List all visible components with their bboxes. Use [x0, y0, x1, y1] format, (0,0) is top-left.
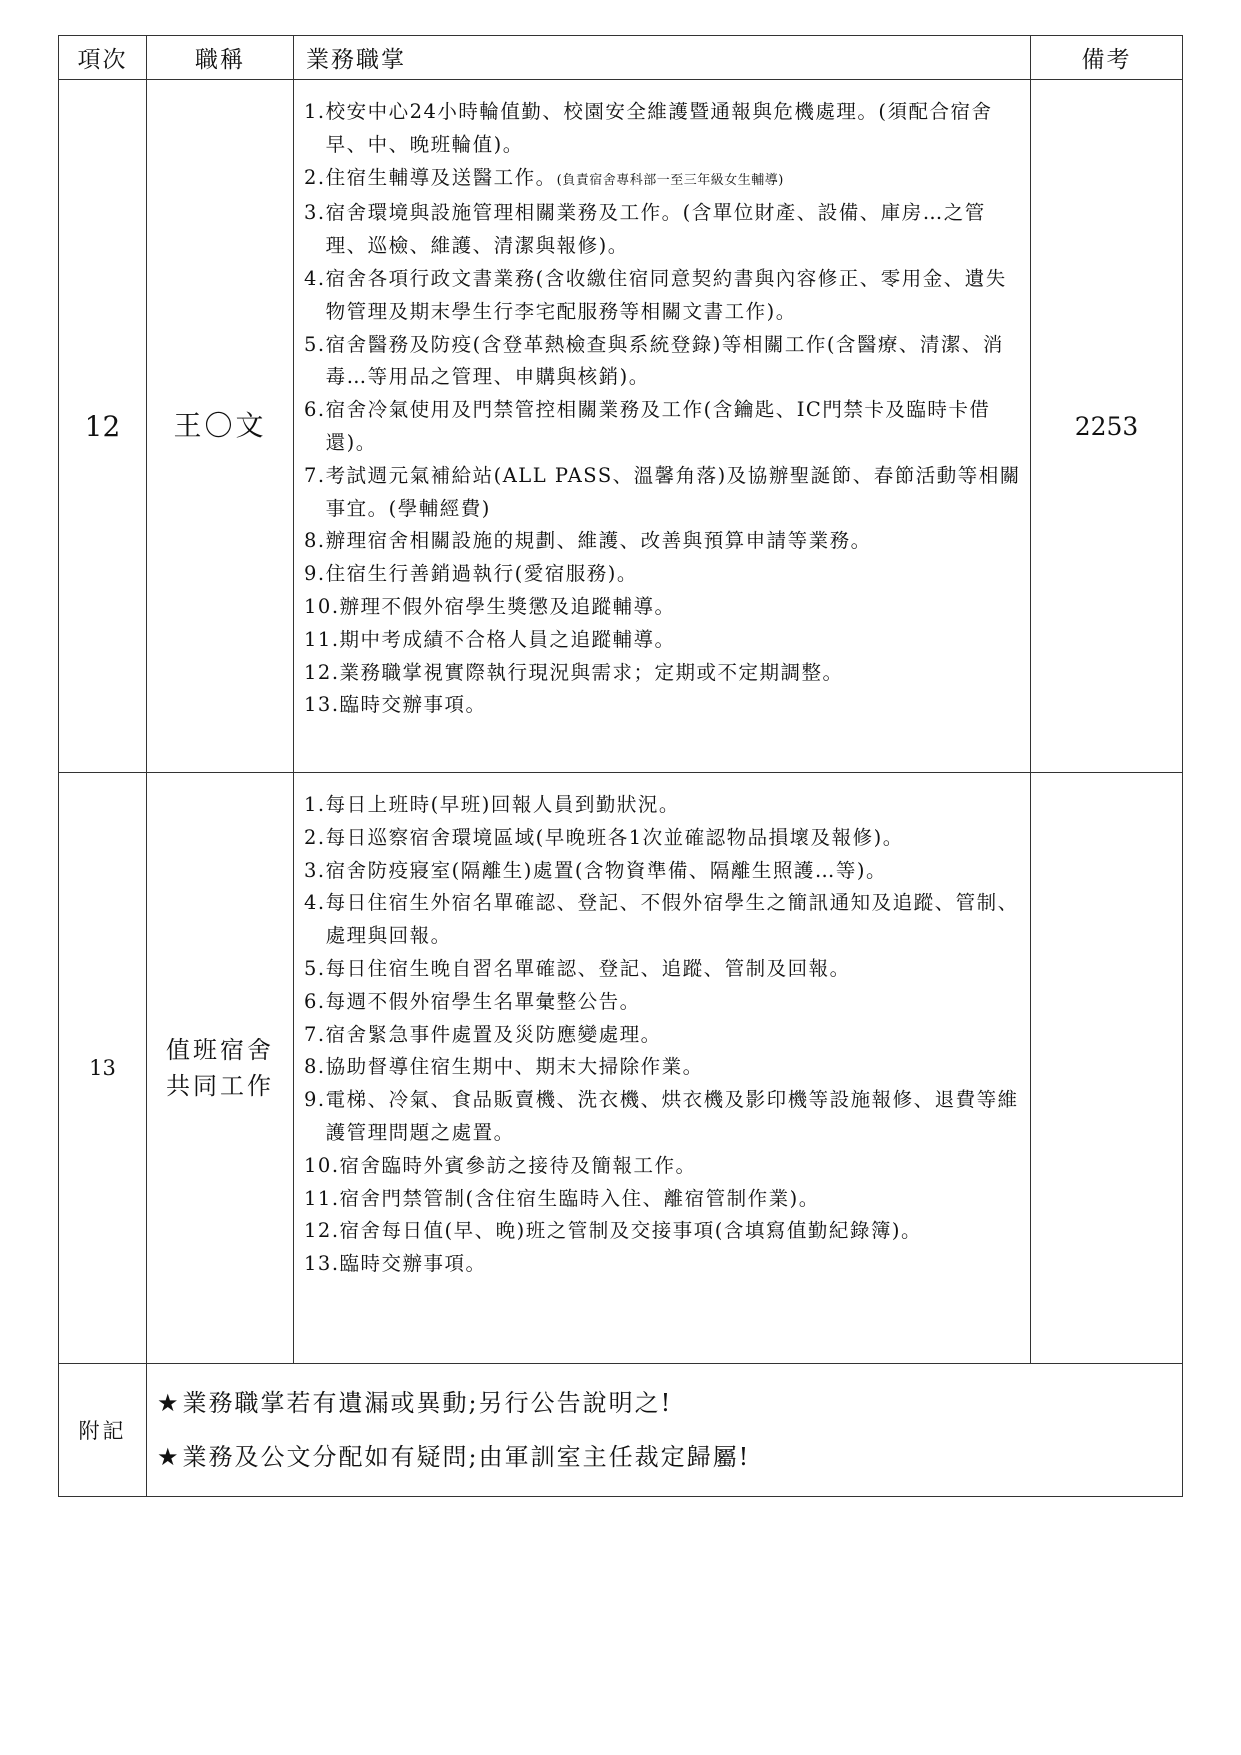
duty-text-main: 宿舍每日值(早、晚)班之管制及交接事項(含填寫值勤紀錄簿)。 — [339, 1219, 922, 1243]
duty-number: 4. — [304, 891, 326, 915]
duty-number: 4. — [304, 266, 326, 290]
duty-text-main: 宿舍環境與設施管理相關業務及工作。(含單位財產、設備、庫房…之管理、巡檢、維護、清潔與報修)。 — [325, 201, 986, 258]
duty-text — [326, 855, 1022, 888]
duty-item — [304, 162, 1022, 198]
duty-item — [304, 822, 1022, 855]
duty-item — [304, 329, 1022, 395]
remark-cell — [1031, 773, 1183, 1364]
duty-number: 1. — [304, 100, 326, 123]
duty-text — [326, 1051, 1022, 1084]
duty-item — [304, 855, 1022, 888]
duty-number: 9. — [304, 1088, 326, 1112]
duty-item — [304, 558, 1022, 591]
duty-text-main: 每日巡察宿舍環境區域(早晚班各1次並確認物品損壞及報修)。 — [325, 825, 904, 849]
job-title-text: 值班宿舍共同工作 — [166, 1036, 274, 1100]
duty-number: 3. — [304, 201, 326, 225]
duty-number: 13. — [304, 693, 340, 717]
duty-text-main: 期中考成績不合格人員之追蹤輔導。 — [339, 627, 676, 651]
table-row-12 — [59, 80, 1183, 773]
duty-text-main: 宿舍冷氣使用及門禁管控相關業務及工作(含鑰匙、IC門禁卡及臨時卡借還)。 — [325, 398, 991, 454]
item-no: 13 — [59, 773, 147, 1364]
appendix-text: 業務職掌若有遺漏或異動;另行公告說明之! — [182, 1389, 673, 1417]
duty-text — [340, 624, 1022, 657]
header-title: 職稱 — [147, 36, 294, 80]
duty-item — [304, 1084, 1022, 1150]
duty-item — [304, 197, 1022, 263]
duty-number: 7. — [304, 1022, 326, 1046]
job-title: 王〇文 — [147, 80, 294, 773]
appendix-line — [157, 1376, 1182, 1430]
duty-text — [326, 96, 1022, 162]
appendix-text: 業務及公文分配如有疑問;由軍訓室主任裁定歸屬! — [182, 1443, 751, 1471]
duty-number: 6. — [304, 398, 326, 422]
duty-text-main: 宿舍緊急事件處置及災防應變處理。 — [325, 1022, 662, 1046]
duty-text-main: 臨時交辦事項。 — [339, 693, 487, 717]
appendix-line — [157, 1430, 1182, 1484]
table-header-row — [59, 36, 1183, 80]
duty-text — [340, 689, 1022, 722]
duty-text-main: 協助督導住宿生期中、期末大掃除作業。 — [325, 1055, 704, 1079]
duty-item — [304, 1215, 1022, 1248]
duties-cell — [294, 773, 1031, 1364]
duty-text-main: 臨時交辦事項。 — [339, 1252, 487, 1276]
appendix-row — [59, 1364, 1183, 1497]
duty-text-main: 考試週元氣補給站(ALL PASS、溫馨角落)及協辦聖誕節、春節活動等相關事宜。(學輔經費) — [325, 463, 1021, 520]
duty-item — [304, 953, 1022, 986]
duty-text — [340, 1215, 1022, 1248]
duty-text — [340, 1183, 1022, 1216]
duty-text-main: 電梯、冷氣、食品販賣機、洗衣機、烘衣機及影印機等設施報修、退費等維護管理問題之處置。 — [325, 1088, 1019, 1144]
duty-number: 7. — [304, 463, 326, 487]
duty-item — [304, 789, 1022, 822]
duty-item — [304, 1019, 1022, 1052]
appendix-body — [147, 1364, 1183, 1497]
star-icon: ★ — [157, 1389, 181, 1417]
duty-text — [326, 329, 1022, 395]
duty-text — [326, 525, 1022, 558]
duty-number: 3. — [304, 858, 326, 882]
duty-list — [304, 789, 1022, 1281]
duty-text-main: 業務職掌視實際執行現況與需求；定期或不定期調整。 — [339, 660, 844, 684]
duty-item — [304, 96, 1022, 162]
duty-number: 9. — [304, 562, 326, 586]
duty-text-main: 住宿生輔導及送醫工作。 — [325, 165, 557, 189]
duty-text — [326, 263, 1022, 329]
duty-number: 13. — [304, 1252, 340, 1276]
duty-item — [304, 591, 1022, 624]
duty-number: 5. — [304, 956, 326, 980]
duty-text-main: 每日上班時(早班)回報人員到勤狀況。 — [325, 793, 680, 816]
duty-table — [58, 35, 1183, 1497]
duty-list — [304, 96, 1022, 722]
duty-item — [304, 263, 1022, 329]
duty-text-main: 辦理不假外宿學生獎懲及追蹤輔導。 — [339, 594, 676, 618]
duty-text-main: 辦理宿舍相關設施的規劃、維護、改善與預算申請等業務。 — [325, 529, 872, 553]
duty-item — [304, 394, 1022, 460]
duty-number: 10. — [304, 1153, 340, 1177]
duty-number: 2. — [304, 825, 326, 849]
duty-text-main: 每日住宿生晚自習名單確認、登記、追蹤、管制及回報。 — [325, 956, 851, 980]
duty-number: 10. — [304, 594, 340, 618]
duty-number: 11. — [304, 1186, 340, 1210]
remark-extension: 2253 — [1031, 80, 1183, 773]
duty-text — [326, 953, 1022, 986]
duty-text — [326, 887, 1022, 953]
duty-item — [304, 1051, 1022, 1084]
duty-text — [326, 986, 1022, 1019]
duty-number: 8. — [304, 1055, 326, 1079]
duty-text-main: 宿舍防疫寢室(隔離生)處置(含物資準備、隔離生照護…等)。 — [325, 858, 888, 882]
duty-item — [304, 986, 1022, 1019]
duty-text — [326, 460, 1022, 526]
duty-text — [340, 591, 1022, 624]
duty-text — [326, 789, 1022, 822]
duty-text — [340, 657, 1022, 690]
duty-text-main: 每日住宿生外宿名單確認、登記、不假外宿學生之簡訊通知及追蹤、管制、處理與回報。 — [325, 891, 1019, 948]
duty-text — [326, 197, 1022, 263]
duty-number: 6. — [304, 989, 326, 1013]
duty-item — [304, 887, 1022, 953]
duty-item — [304, 624, 1022, 657]
duty-note: (負責宿舍專科部一至三年級女生輔導) — [556, 172, 784, 188]
header-duties: 業務職掌 — [294, 36, 1031, 80]
duty-number: 2. — [304, 165, 326, 189]
item-no: 12 — [59, 80, 147, 773]
duty-text — [326, 162, 1022, 198]
duty-item — [304, 1150, 1022, 1183]
table-row-13 — [59, 773, 1183, 1364]
duty-text-main: 校安中心24小時輪值勤、校園安全維護暨通報與危機處理。(須配合宿舍早、中、晚班輪值)。 — [325, 100, 993, 156]
duties-cell — [294, 80, 1031, 773]
duty-text-main: 每週不假外宿學生名單彙整公告。 — [325, 989, 641, 1013]
job-title — [147, 773, 294, 1364]
duty-item — [304, 1183, 1022, 1216]
duty-number: 8. — [304, 529, 326, 553]
duty-text-main: 宿舍各項行政文書業務(含收繳住宿同意契約書與內容修正、零用金、遺失物管理及期末學生行李宅配服務等相關文書工作)。 — [325, 266, 1007, 323]
duty-item — [304, 525, 1022, 558]
duty-text-main: 宿舍門禁管制(含住宿生臨時入住、離宿管制作業)。 — [339, 1186, 820, 1210]
duty-text-main: 住宿生行善銷過執行(愛宿服務)。 — [325, 562, 638, 586]
star-icon: ★ — [157, 1443, 181, 1471]
duty-text — [326, 822, 1022, 855]
duty-text — [326, 394, 1022, 460]
appendix-label: 附記 — [59, 1364, 147, 1497]
duty-item — [304, 657, 1022, 690]
duty-item — [304, 689, 1022, 722]
header-item-no: 項次 — [59, 36, 147, 80]
header-remark: 備考 — [1031, 36, 1183, 80]
duty-number: 1. — [304, 793, 326, 816]
duty-item — [304, 460, 1022, 526]
duty-text — [326, 558, 1022, 591]
duty-text — [340, 1248, 1022, 1281]
duty-text — [326, 1019, 1022, 1052]
duty-text-main: 宿舍醫務及防疫(含登革熱檢查與系統登錄)等相關工作(含醫療、清潔、消毒…等用品之管理、申購與核銷)。 — [325, 332, 1004, 389]
duty-text — [326, 1084, 1022, 1150]
duty-number: 12. — [304, 660, 340, 684]
duty-number: 12. — [304, 1219, 340, 1243]
duty-number: 5. — [304, 332, 326, 356]
duty-text — [340, 1150, 1022, 1183]
duty-text-main: 宿舍臨時外賓參訪之接待及簡報工作。 — [339, 1153, 697, 1177]
duty-item — [304, 1248, 1022, 1281]
duty-number: 11. — [304, 627, 340, 651]
